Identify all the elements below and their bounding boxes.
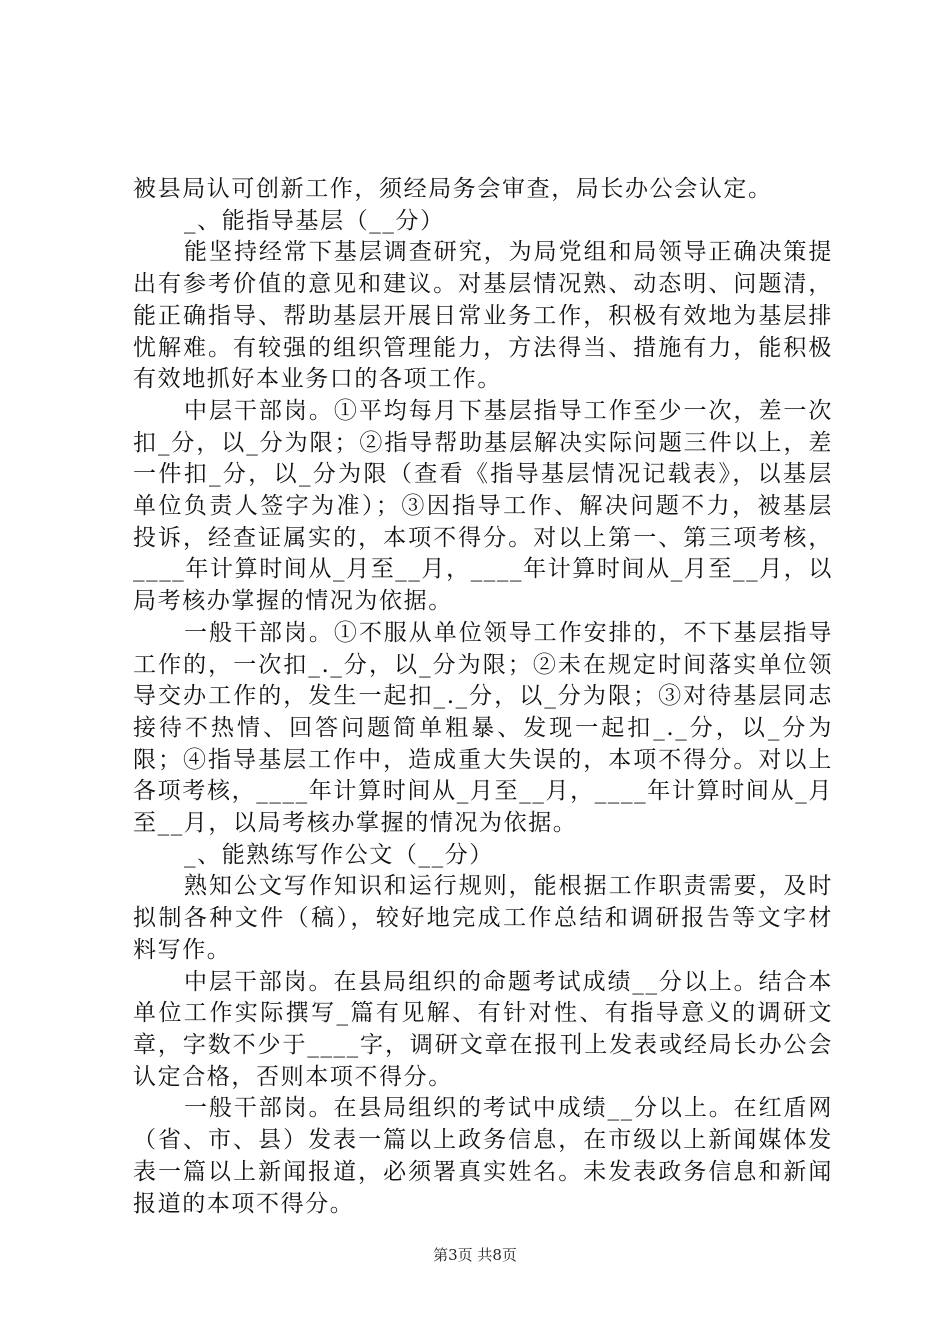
- section-heading-writing: _、能熟练写作公文（__分）: [184, 841, 494, 868]
- section-heading-guide-grassroots: _、能指导基层（__分）: [184, 207, 445, 234]
- paragraph-middle-cadre-guide: 中层干部岗。①平均每月下基层指导工作至少一次，差一次扣_分，以_分为限；②指导帮助基层解决实际问题三件以上，差一件扣_分，以_分为限（查看《指导基层情况记载表》，以基层单位负责人签字为准）；③因指导工作、解决问题不力，被基层投诉，经查证属实的，本项不得分。对以上第一、第三项考核，____年计算时间从_月至__月，____年计算时间从_月至__月，以局考核办掌握的情况为依据。: [133, 397, 833, 615]
- page-footer: [0, 1245, 950, 1265]
- paragraph-general-cadre-guide: 一般干部岗。①不服从单位领导工作安排的，不下基层指导工作的，一次扣_._分，以_分为限；②未在规定时间落实单位领导交办工作的，发生一起扣_._分，以_分为限；③对待基层同志接待不热情、回答问题简单粗暴、发现一起扣_._分，以_分为限；④指导基层工作中，造成重大失误的，本项不得分。对以上各项考核，____年计算时间从_月至__月，____年计算时间从_月至__月，以局考核办掌握的情况为依据。: [133, 619, 833, 837]
- page-number-label: 第3页 共8页: [433, 1246, 517, 1264]
- paragraph-middle-cadre-writing: 中层干部岗。在县局组织的命题考试成绩__分以上。结合本单位工作实际撰写_篇有见解、有针对性、有指导意义的调研文章，字数不少于____字，调研文章在报刊上发表或经局长办公会认定合格，否则本项不得分。: [133, 968, 833, 1090]
- paragraph-writing-description: 熟知公文写作知识和运行规则，能根据工作职责需要，及时拟制各种文件（稿），较好地完成工作总结和调研报告等文字材料写作。: [133, 873, 833, 963]
- paragraph-guide-description: 能坚持经常下基层调查研究，为局党组和局领导正确决策提出有参考价值的意见和建议。对基层情况熟、动态明、问题清，能正确指导、帮助基层开展日常业务工作，积极有效地为基层排忧解难。有较强的组织管理能力，方法得当、措施有力，能积极有效地抓好本业务口的各项工作。: [133, 239, 833, 393]
- paragraph-continuation: 被县局认可创新工作，须经局务会审查，局长办公会认定。: [133, 176, 773, 202]
- paragraph-general-cadre-writing: 一般干部岗。在县局组织的考试中成绩__分以上。在红盾网（省、市、县）发表一篇以上政务信息，在市级以上新闻媒体发表一篇以上新闻报道，必须署真实姓名。未发表政务信息和新闻报道的本项不得分。: [133, 1095, 833, 1217]
- document-body: [133, 174, 833, 1220]
